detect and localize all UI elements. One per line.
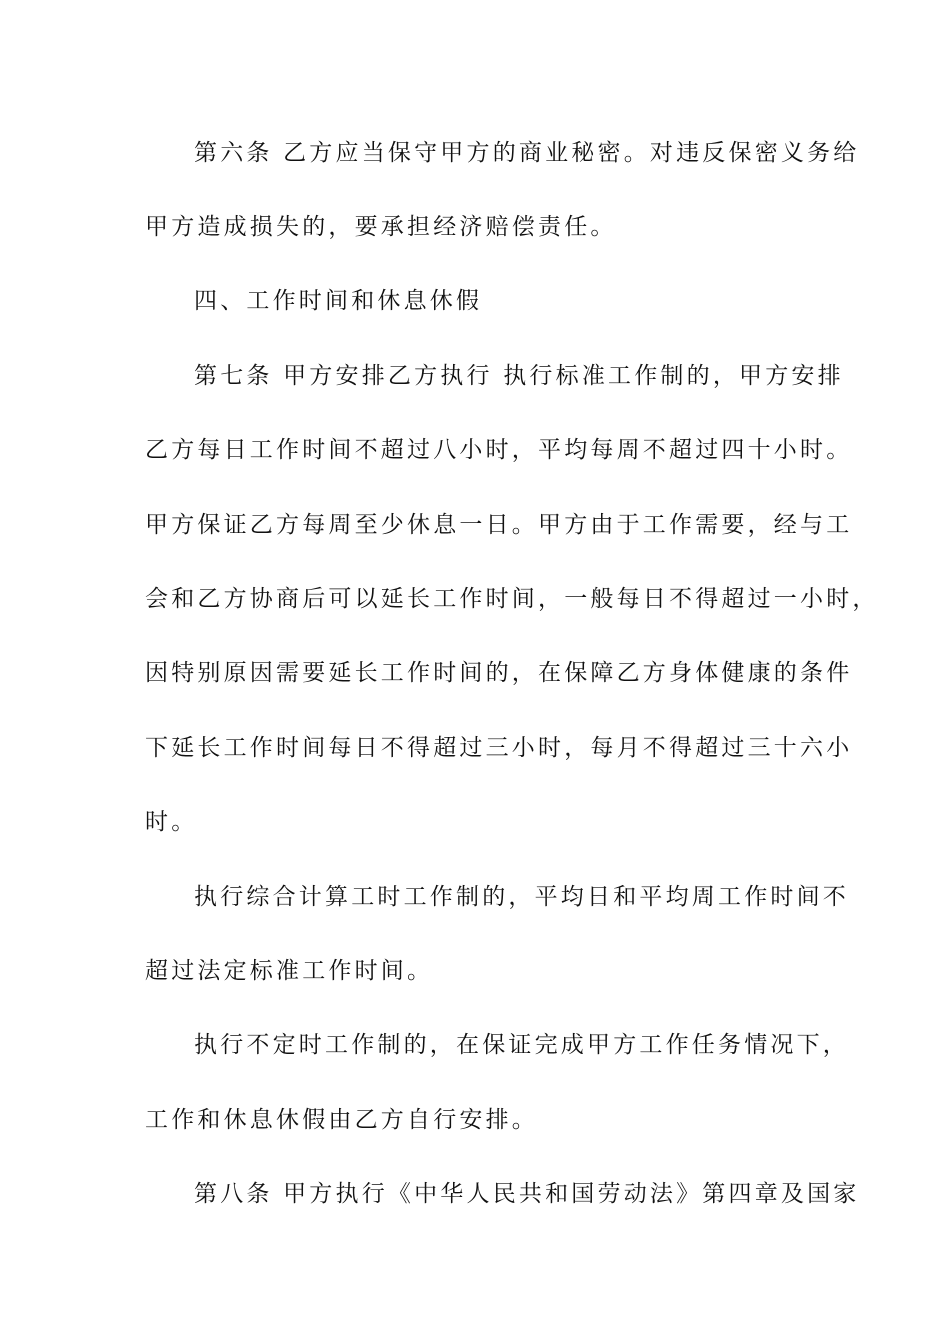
text-line: 第七条 甲方安排乙方执行 执行标准工作制的，甲方安排	[194, 363, 844, 389]
text-line: 执行综合计算工时工作制的，平均日和平均周工作时间不	[194, 884, 849, 910]
text-line: 超过法定标准工作时间。	[145, 958, 434, 984]
text-line: 下延长工作时间每日不得超过三小时，每月不得超过三十六小	[145, 735, 853, 761]
text-line: 因特别原因需要延长工作时间的，在保障乙方身体健康的条件	[145, 660, 853, 686]
text-line: 工作和休息休假由乙方自行安排。	[145, 1107, 538, 1133]
text-line: 执行不定时工作制的，在保证完成甲方工作任务情况下，	[194, 1032, 849, 1058]
text-line: 甲方造成损失的，要承担经济赔偿责任。	[145, 214, 617, 240]
text-line: 时。	[145, 809, 198, 835]
text-line: 第六条 乙方应当保守甲方的商业秘密。对违反保密义务给	[194, 140, 860, 166]
text-line: 第八条 甲方执行《中华人民共和国劳动法》第四章及国家	[194, 1181, 860, 1207]
text-line: 甲方保证乙方每周至少休息一日。甲方由于工作需要，经与工	[145, 512, 853, 538]
section-heading: 四、工作时间和休息休假	[194, 288, 483, 314]
text-line: 乙方每日工作时间不超过八小时，平均每周不超过四十小时。	[145, 437, 853, 463]
text-line: 会和乙方协商后可以延长工作时间，一般每日不得超过一小时，	[145, 586, 879, 612]
